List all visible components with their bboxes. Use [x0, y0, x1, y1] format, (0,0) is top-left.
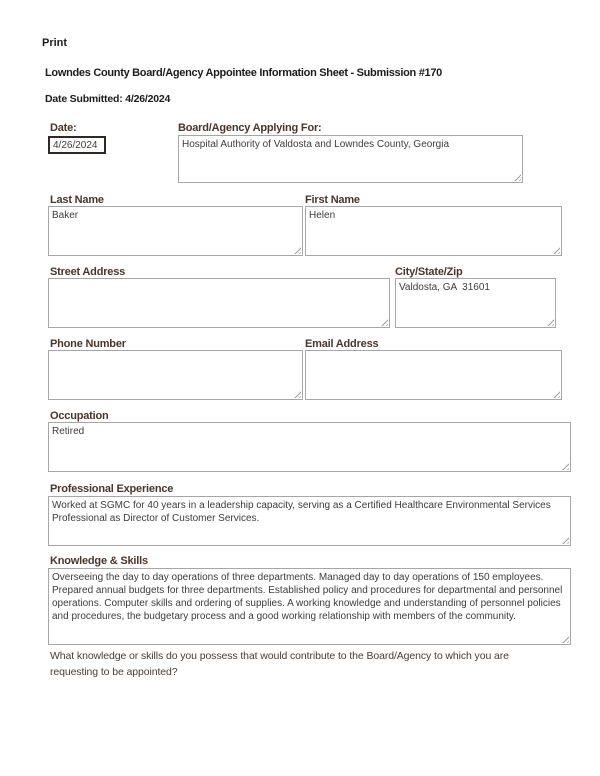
email-address-textarea[interactable] — [306, 351, 561, 399]
first-name-box — [305, 206, 562, 256]
city-state-zip-box — [395, 278, 556, 328]
city-state-zip-label: City/State/Zip — [395, 266, 463, 278]
city-state-zip-textarea[interactable] — [396, 279, 555, 327]
date-input[interactable] — [48, 136, 106, 154]
occupation-label: Occupation — [50, 410, 109, 422]
last-name-label: Last Name — [50, 194, 104, 206]
print-link[interactable]: Print — [42, 37, 68, 49]
last-name-box — [48, 206, 303, 256]
street-address-textarea[interactable] — [49, 279, 389, 327]
knowledge-skills-box — [48, 568, 571, 645]
knowledge-skills-label: Knowledge & Skills — [50, 555, 148, 567]
date-submitted-text: Date Submitted: 4/26/2024 — [45, 93, 171, 105]
professional-experience-box — [48, 496, 571, 546]
occupation-textarea[interactable] — [49, 423, 570, 471]
last-name-textarea[interactable] — [49, 207, 302, 255]
first-name-textarea[interactable] — [306, 207, 561, 255]
phone-number-label: Phone Number — [50, 338, 126, 350]
knowledge-skills-question: What knowledge or skills do you possess that would contribute to the Board/Agency to which you are requesting to be appointed? — [50, 650, 509, 678]
phone-number-box — [48, 350, 303, 400]
street-address-label: Street Address — [50, 266, 126, 278]
board-agency-textarea[interactable] — [179, 136, 522, 182]
phone-number-textarea[interactable] — [49, 351, 302, 399]
board-agency-box — [178, 135, 523, 183]
professional-experience-textarea[interactable] — [49, 497, 570, 545]
email-address-box — [305, 350, 562, 400]
board-agency-label: Board/Agency Applying For: — [178, 122, 322, 134]
street-address-box — [48, 278, 390, 328]
first-name-label: First Name — [305, 194, 360, 206]
occupation-box — [48, 422, 571, 472]
knowledge-skills-textarea[interactable] — [49, 569, 570, 644]
page-title: Lowndes County Board/Agency Appointee Information Sheet - Submission #170 — [45, 67, 442, 79]
date-label: Date: — [50, 122, 77, 134]
professional-experience-label: Professional Experience — [50, 483, 174, 495]
email-address-label: Email Address — [305, 338, 379, 350]
